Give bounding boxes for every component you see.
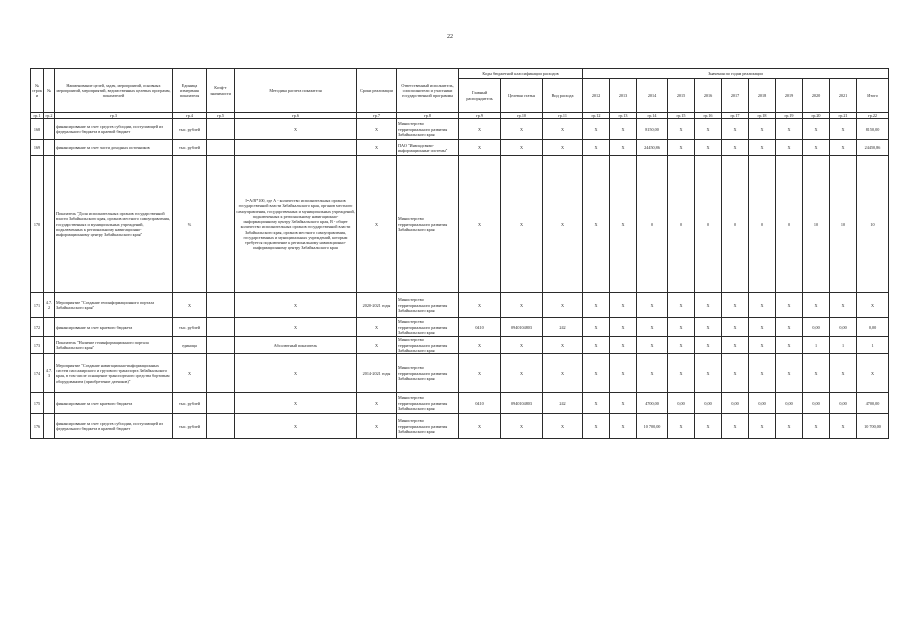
row-year-value: 0 [749, 156, 776, 293]
row-coef [207, 140, 235, 156]
row-coef [207, 318, 235, 337]
row-name: Мероприятие "Создание навигационно-информационных систем пассажирского и грузового транспорта Забайкальского края, в том числе оснащение транспортного средства бортовым оборудованием (приобретение датчиков)" [55, 354, 173, 393]
header-year-col: 2018 [749, 79, 776, 113]
column-number: гр.22 [857, 113, 889, 119]
row-method: Х [235, 354, 357, 393]
row-year-value: 0,00 [749, 393, 776, 414]
row-budget-admin: Х [459, 156, 501, 293]
row-year-value: Х [668, 140, 695, 156]
header-budget-col: Целевая статья [501, 79, 543, 113]
column-number: гр.18 [749, 113, 776, 119]
table-row [31, 393, 889, 414]
row-year-value: 0 [668, 156, 695, 293]
row-responsible: Министерство территориального развития Забайкальского края [397, 393, 459, 414]
row-year-value: 8150,00 [637, 119, 668, 140]
row-year-value: Х [583, 293, 610, 318]
row-year-value: Х [803, 119, 830, 140]
row-method: Х [235, 119, 357, 140]
row-unit: % [173, 156, 207, 293]
row-sub-number [44, 337, 55, 354]
row-unit: тыс. рублей [173, 140, 207, 156]
row-year-value: Х [695, 119, 722, 140]
row-year-value: Х [610, 293, 637, 318]
table-row [31, 156, 889, 293]
row-name: финансирование за счет части доходных источников [55, 140, 173, 156]
row-coef [207, 293, 235, 318]
column-number: гр.15 [668, 113, 695, 119]
row-year-value: 0 [722, 156, 749, 293]
header-method: Методика расчета показателя [235, 69, 357, 113]
row-year-value: Х [830, 414, 857, 439]
row-year-value: 0 [776, 156, 803, 293]
row-year-value: Х [776, 293, 803, 318]
row-year-value: Х [695, 354, 722, 393]
column-number: гр.21 [830, 113, 857, 119]
row-year-value: 0,00 [803, 318, 830, 337]
row-name: Мероприятие "Создание геоинформационного портала Забайкальского края" [55, 293, 173, 318]
row-year-value: Х [637, 337, 668, 354]
row-sub-number [44, 140, 55, 156]
row-budget-admin: Х [459, 293, 501, 318]
row-year-value: Х [722, 140, 749, 156]
row-budget-type: Х [543, 354, 583, 393]
row-name: финансирование за счет краевого бюджета [55, 393, 173, 414]
row-year-value: Х [668, 414, 695, 439]
header-period: Сроки реализации [357, 69, 397, 113]
row-name: Показатель "Доля исполнительных органов государственной власти Забайкальского края, органов местного самоуправления, государственных и муниципальных учреждений, подключенных к региональному навигационно-информационному центру Забайкальского края" [55, 156, 173, 293]
row-year-value: 1 [857, 337, 889, 354]
column-number: гр.3 [55, 113, 173, 119]
row-year-value: Х [610, 414, 637, 439]
row-year-value: Х [803, 414, 830, 439]
row-year-value: 10 700,00 [637, 414, 668, 439]
column-number: гр.16 [695, 113, 722, 119]
row-year-value: Х [610, 318, 637, 337]
row-responsible: Министерство территориального развития Забайкальского края [397, 414, 459, 439]
row-year-value: Х [610, 393, 637, 414]
header-budget-col: Вид расхода [543, 79, 583, 113]
row-year-value: Х [695, 140, 722, 156]
table-row [31, 293, 889, 318]
header-year-col: Итого [857, 79, 889, 113]
row-year-value: Х [830, 354, 857, 393]
header-year-col: 2015 [668, 79, 695, 113]
row-budget-admin: Х [459, 354, 501, 393]
row-budget-type: 242 [543, 393, 583, 414]
page-number: 22 [447, 34, 453, 40]
row-period: 2020-2021 годы [357, 293, 397, 318]
row-year-value: Х [722, 318, 749, 337]
header-year-col: 2020 [803, 79, 830, 113]
row-budget-article: Х [501, 140, 543, 156]
row-budget-article: Х [501, 156, 543, 293]
row-responsible: Министерство территориального развития Забайкальского края [397, 293, 459, 318]
row-year-value: 10 [830, 156, 857, 293]
row-year-value: Х [668, 318, 695, 337]
row-year-value: Х [803, 140, 830, 156]
row-year-value: Х [695, 293, 722, 318]
row-method: Х [235, 414, 357, 439]
row-budget-type: Х [543, 156, 583, 293]
row-budget-admin: 0410 [459, 393, 501, 414]
row-year-value: 24450,86 [857, 140, 889, 156]
row-budget-admin: Х [459, 414, 501, 439]
row-method: Абсолютный показатель [235, 337, 357, 354]
row-period: Х [357, 393, 397, 414]
row-method: Х [235, 293, 357, 318]
row-year-value: 0 [695, 156, 722, 293]
column-number: гр.4 [173, 113, 207, 119]
row-number: 174 [31, 354, 44, 393]
row-year-value: Х [830, 293, 857, 318]
row-budget-article: Х [501, 293, 543, 318]
row-coef [207, 337, 235, 354]
column-number: гр.17 [722, 113, 749, 119]
row-number: 170 [31, 156, 44, 293]
row-year-value: Х [830, 140, 857, 156]
column-number: гр.14 [637, 113, 668, 119]
table-row [31, 414, 889, 439]
row-name: финансирование за счет краевого бюджета [55, 318, 173, 337]
row-year-value: 10 700,00 [857, 414, 889, 439]
row-responsible: Министерство территориального развития Забайкальского края [397, 318, 459, 337]
row-year-value: 10 [857, 156, 889, 293]
row-year-value: 0,00 [803, 393, 830, 414]
row-sub-number [44, 414, 55, 439]
row-year-value: Х [776, 337, 803, 354]
row-year-value: Х [722, 119, 749, 140]
row-year-value: Х [610, 119, 637, 140]
column-number: гр.20 [803, 113, 830, 119]
row-year-value: Х [668, 337, 695, 354]
row-year-value: 0,00 [830, 318, 857, 337]
row-year-value: 0,00 [776, 393, 803, 414]
row-year-value: Х [776, 119, 803, 140]
row-year-value: Х [722, 293, 749, 318]
column-number: гр.1 [31, 113, 44, 119]
row-number: 168 [31, 119, 44, 140]
header-year-col: 2019 [776, 79, 803, 113]
row-year-value: Х [583, 354, 610, 393]
row-year-value: Х [583, 119, 610, 140]
row-unit: тыс. рублей [173, 414, 207, 439]
row-year-value: 1 [803, 337, 830, 354]
row-year-value: Х [695, 318, 722, 337]
row-year-value: Х [749, 293, 776, 318]
column-number: гр.2 [44, 113, 55, 119]
column-number: гр.6 [235, 113, 357, 119]
row-budget-article: Х [501, 119, 543, 140]
row-responsible: ПАО "Инвладсвязи-информационные системы" [397, 140, 459, 156]
row-unit: единица [173, 337, 207, 354]
table-header [31, 69, 889, 119]
row-sub-number [44, 156, 55, 293]
row-name: Показатель "Наличие геоинформационного портала Забайкальского края" [55, 337, 173, 354]
row-year-value: Х [776, 354, 803, 393]
row-unit: тыс. рублей [173, 393, 207, 414]
row-unit: тыс. рублей [173, 318, 207, 337]
table-row [31, 119, 889, 140]
row-budget-article: Х [501, 414, 543, 439]
row-budget-type: Х [543, 119, 583, 140]
row-year-value: Х [776, 318, 803, 337]
row-budget-article: Х [501, 337, 543, 354]
row-year-value: Х [637, 354, 668, 393]
row-method [235, 140, 357, 156]
row-number: 176 [31, 414, 44, 439]
row-sub-number [44, 119, 55, 140]
row-responsible: Министерство территориального развития Забайкальского края [397, 119, 459, 140]
row-year-value: Х [695, 337, 722, 354]
row-year-value: Х [637, 318, 668, 337]
row-budget-admin: Х [459, 337, 501, 354]
row-name: финансирование за счет средств субсидии, поступающей из федерального бюджета в краевой бюджет [55, 414, 173, 439]
column-number: гр.10 [501, 113, 543, 119]
column-number: гр.12 [583, 113, 610, 119]
header-budget-col: Главный распорядитель [459, 79, 501, 113]
table-row [31, 318, 889, 337]
row-sub-number [44, 393, 55, 414]
row-sub-number [44, 318, 55, 337]
column-number: гр.13 [610, 113, 637, 119]
row-budget-type: Х [543, 337, 583, 354]
row-name: финансирование за счет средств субсидии, поступающей из федерального бюджета в краевой бюджет [55, 119, 173, 140]
column-number: гр.7 [357, 113, 397, 119]
row-year-value: 0,00 [695, 393, 722, 414]
row-number: 173 [31, 337, 44, 354]
row-year-value: Х [610, 337, 637, 354]
row-year-value: Х [749, 414, 776, 439]
row-year-value: Х [668, 354, 695, 393]
table-row [31, 354, 889, 393]
row-coef [207, 414, 235, 439]
row-year-value: Х [610, 140, 637, 156]
header-years-group: Значения по годам реализации [583, 69, 889, 79]
row-year-value: Х [776, 414, 803, 439]
row-year-value: 24450,86 [637, 140, 668, 156]
row-year-value: 4700,00 [857, 393, 889, 414]
header-row-no: № строки [31, 69, 44, 113]
column-number: гр.5 [207, 113, 235, 119]
row-year-value: Х [583, 337, 610, 354]
row-year-value: Х [583, 393, 610, 414]
row-period: 2014-2021 годы [357, 354, 397, 393]
header-responsible: Ответственный исполнитель, соисполнители и участники государственной программы [397, 69, 459, 113]
row-number: 172 [31, 318, 44, 337]
row-responsible: Министерство территориального развития Забайкальского края [397, 156, 459, 293]
row-year-value: 4700,00 [637, 393, 668, 414]
row-year-value: Х [583, 318, 610, 337]
row-year-value: Х [583, 414, 610, 439]
row-year-value: Х [722, 414, 749, 439]
row-year-value: Х [749, 318, 776, 337]
row-year-value: Х [749, 337, 776, 354]
row-year-value: 10 [803, 156, 830, 293]
header-year-col: 2021 [830, 79, 857, 113]
row-budget-type: Х [543, 140, 583, 156]
row-number: 171 [31, 293, 44, 318]
header-budget-group: Коды бюджетной классификации расходов [459, 69, 583, 79]
row-coef [207, 156, 235, 293]
header-year-col: 2014 [637, 79, 668, 113]
header-coef: Коэф-т значимости [207, 69, 235, 113]
row-budget-type: Х [543, 293, 583, 318]
program-table [30, 68, 889, 439]
row-year-value: Х [749, 119, 776, 140]
row-year-value: Х [722, 337, 749, 354]
row-sub-number: 4.7.3 [44, 354, 55, 393]
row-year-value: Х [637, 293, 668, 318]
row-year-value: Х [776, 140, 803, 156]
row-budget-article: Х [501, 354, 543, 393]
row-year-value: 0 [637, 156, 668, 293]
header-year-col: 2013 [610, 79, 637, 113]
row-responsible: Министерство территориального развития Забайкальского края [397, 337, 459, 354]
row-period: Х [357, 318, 397, 337]
row-year-value: 0,00 [830, 393, 857, 414]
row-year-value: Х [695, 414, 722, 439]
header-year-col: 2012 [583, 79, 610, 113]
column-number: гр.9 [459, 113, 501, 119]
table-row [31, 140, 889, 156]
row-period: Х [357, 156, 397, 293]
row-budget-admin: Х [459, 119, 501, 140]
row-year-value: Х [803, 354, 830, 393]
row-method: Х [235, 318, 357, 337]
row-number: 175 [31, 393, 44, 414]
table-row [31, 337, 889, 354]
row-year-value: 1 [830, 337, 857, 354]
row-coef [207, 354, 235, 393]
header-year-col: 2017 [722, 79, 749, 113]
row-period: Х [357, 337, 397, 354]
row-year-value: Х [668, 293, 695, 318]
row-year-value: Х [610, 156, 637, 293]
row-year-value: Х [749, 140, 776, 156]
row-unit: Х [173, 354, 207, 393]
row-period: Х [357, 140, 397, 156]
row-budget-type: Х [543, 414, 583, 439]
row-year-value: Х [803, 293, 830, 318]
row-year-value: Х [830, 119, 857, 140]
column-number: гр.8 [397, 113, 459, 119]
row-year-value: 8150,00 [857, 119, 889, 140]
row-coef [207, 119, 235, 140]
row-sub-number: 4.7.2 [44, 293, 55, 318]
row-budget-admin: Х [459, 140, 501, 156]
header-name: Наименование целей, задач, мероприятий, основных мероприятий, мероприятий, ведомственных целевых программ, показателей [55, 69, 173, 113]
row-year-value: 0,00 [857, 318, 889, 337]
row-year-value: Х [722, 354, 749, 393]
row-method: I=A/B*100, где А - количество исполнительных органов государственной власти Забайкальского края, органов местного самоуправления, государственных и муниципальных учреждений, подключенных к региональному навигационно-информационному центру Забайкальского края, В - общее количество исполнительных органов государственной власти Забайкальского края, органов местного самоуправления, государственных и муниципальных учреждений, которым требуется подключение к региональному навигационно-информационному центру Забайкальского края [235, 156, 357, 293]
header-year-col: 2016 [695, 79, 722, 113]
row-budget-admin: 0410 [459, 318, 501, 337]
row-budget-article: 0940104803 [501, 393, 543, 414]
row-method: Х [235, 393, 357, 414]
column-number: гр.19 [776, 113, 803, 119]
row-unit: Х [173, 293, 207, 318]
row-number: 169 [31, 140, 44, 156]
row-year-value: Х [857, 293, 889, 318]
table-body [31, 119, 889, 439]
row-responsible: Министерство территориального развития Забайкальского края [397, 354, 459, 393]
row-year-value: 0,00 [668, 393, 695, 414]
row-period: Х [357, 119, 397, 140]
row-year-value: Х [583, 156, 610, 293]
row-coef [207, 393, 235, 414]
row-year-value: 0,00 [722, 393, 749, 414]
row-unit: тыс. рублей [173, 119, 207, 140]
row-budget-article: 0940104803 [501, 318, 543, 337]
row-year-value: Х [668, 119, 695, 140]
row-year-value: Х [857, 354, 889, 393]
header-sub-no: № [44, 69, 55, 113]
row-year-value: Х [749, 354, 776, 393]
row-period: Х [357, 414, 397, 439]
row-budget-type: 242 [543, 318, 583, 337]
row-year-value: Х [583, 140, 610, 156]
row-year-value: Х [610, 354, 637, 393]
column-number: гр.11 [543, 113, 583, 119]
header-unit: Единица измерения показателя [173, 69, 207, 113]
